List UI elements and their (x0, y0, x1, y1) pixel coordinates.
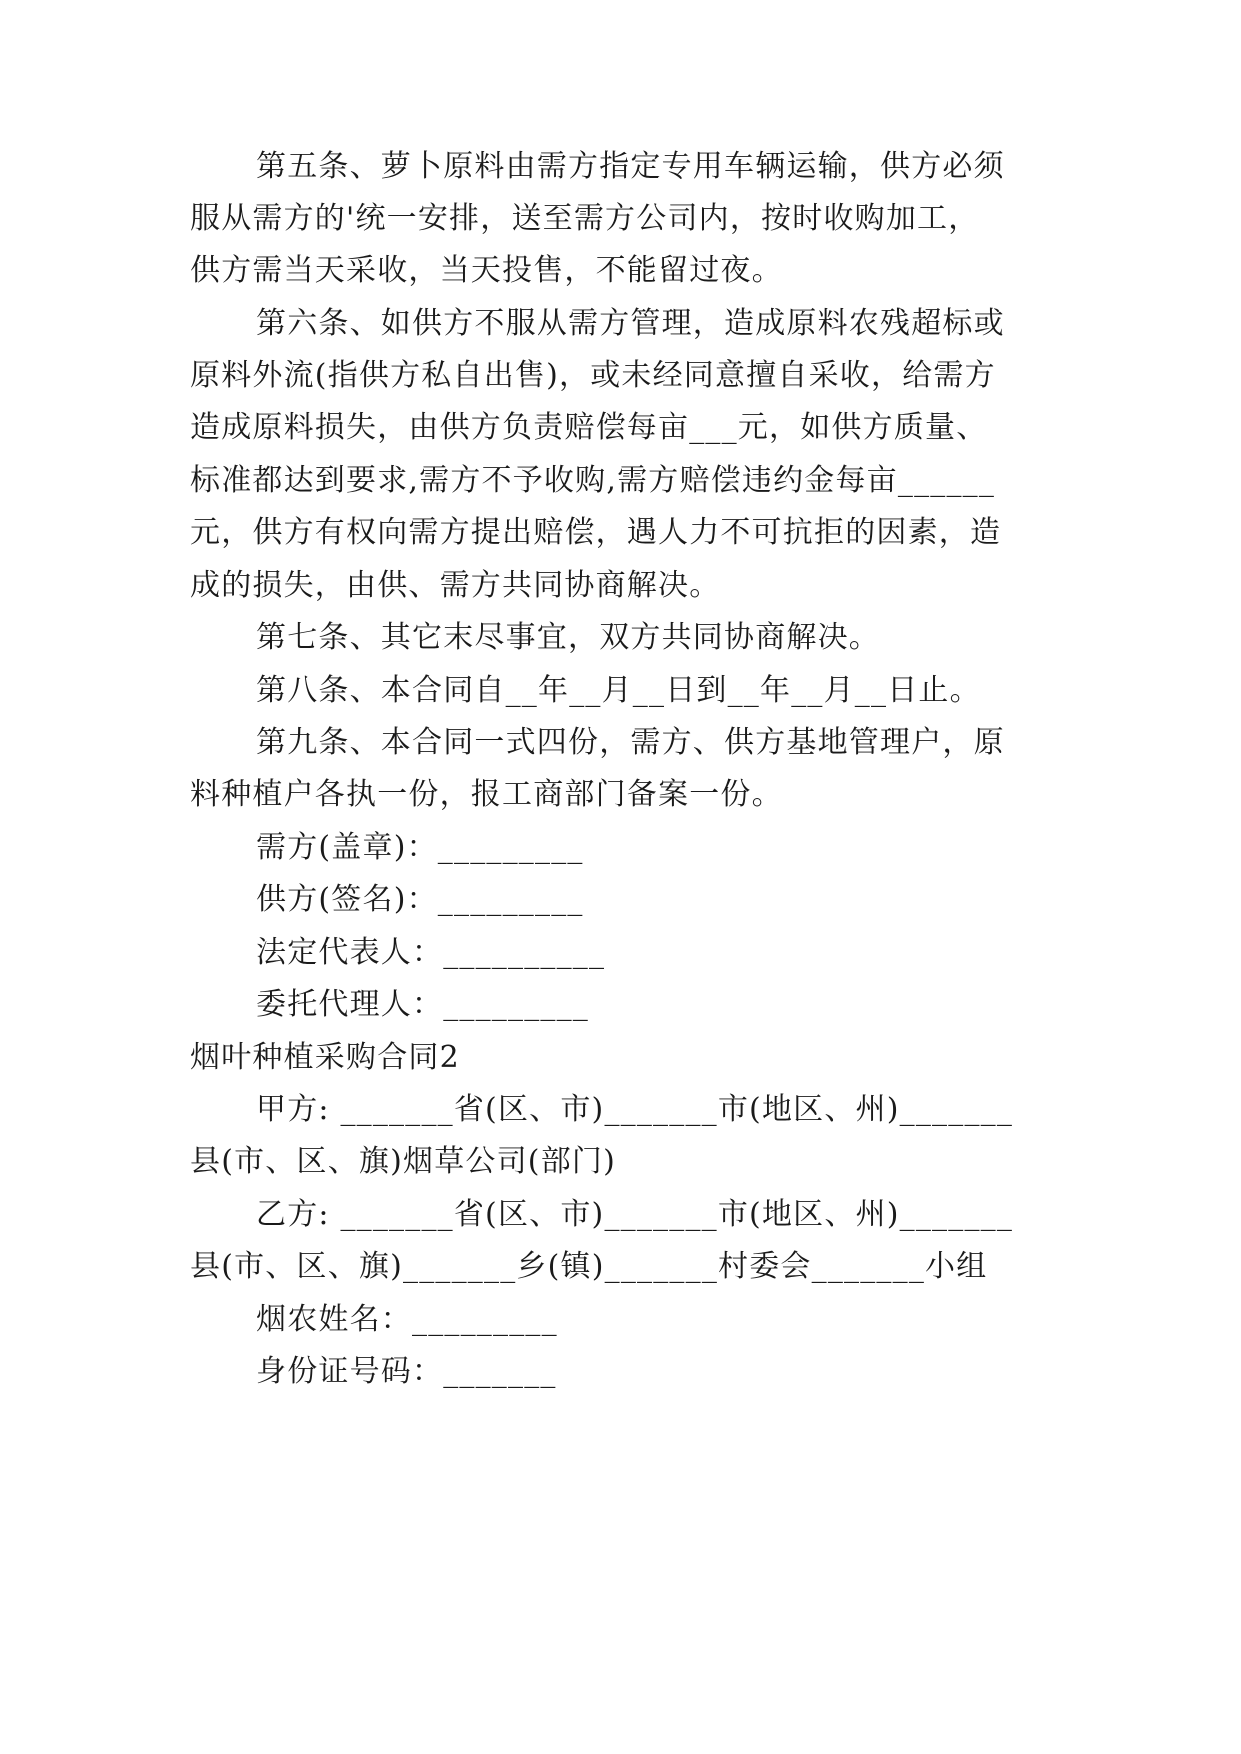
authorized-agent-field: 委托代理人：_________ (256, 987, 589, 1022)
article-5-line-2: 服从需方的'统一安排，送至需方公司内，按时收购加工， (190, 201, 980, 236)
article-5-line-3: 供方需当天采收，当天投售，不能留过夜。 (190, 253, 783, 288)
article-6-line-6: 成的损失，由供、需方共同协商解决。 (190, 568, 721, 603)
party-a-line-1: 甲方: _______省(区、市)_______市(地区、州)_______ (256, 1092, 1014, 1127)
article-5-line-1: 第五条、萝卜原料由需方指定专用车辆运输，供方必须 (256, 149, 1005, 184)
legal-representative-field: 法定代表人：__________ (256, 935, 606, 970)
farmer-name-field: 烟农姓名：_________ (256, 1302, 558, 1337)
party-b-line-2: 县(市、区、旗)_______乡(镇)_______村委会_______小组 (190, 1249, 988, 1284)
article-6-line-3: 造成原料损失，由供方负责赔偿每亩___元，如供方质量、 (190, 410, 988, 445)
article-6-line-4: 标准都达到要求,需方不予收购,需方赔偿违约金每亩______ (190, 463, 996, 498)
supplier-signature-field: 供方(签名)：_________ (256, 882, 584, 917)
article-6-line-5: 元，供方有权向需方提出赔偿，遇人力不可抗拒的因素，造 (190, 515, 1002, 550)
article-9-line-1: 第九条、本合同一式四份，需方、供方基地管理户，原 (256, 725, 1005, 760)
article-9-line-2: 料种植户各执一份，报工商部门备案一份。 (190, 777, 783, 812)
id-number-field: 身份证号码：_______ (256, 1354, 557, 1389)
party-b-line-1: 乙方: _______省(区、市)_______市(地区、州)_______ (256, 1197, 1014, 1232)
article-6-line-2: 原料外流(指供方私自出售)，或未经同意擅自采收，给需方 (190, 358, 996, 393)
contract-2-title: 烟叶种植采购合同2 (190, 1040, 460, 1075)
article-7: 第七条、其它末尽事宜，双方共同协商解决。 (256, 620, 880, 655)
party-a-line-2: 县(市、区、旗)烟草公司(部门) (190, 1144, 617, 1179)
buyer-seal-field: 需方(盖章)：_________ (256, 830, 584, 865)
article-8: 第八条、本合同自__年__月__日到__年__月__日止。 (256, 673, 981, 708)
article-6-line-1: 第六条、如供方不服从需方管理，造成原料农残超标或 (256, 306, 1005, 341)
